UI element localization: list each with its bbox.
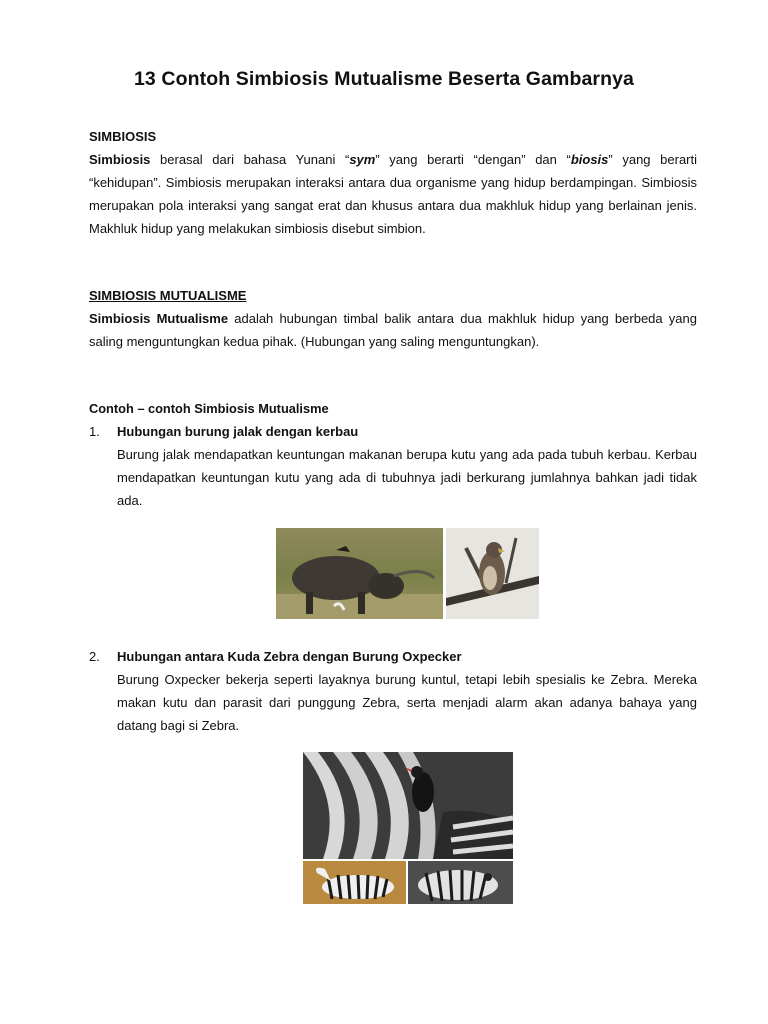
list-number: 2. [89, 649, 100, 664]
bird-photo [446, 528, 539, 619]
term-biosis: biosis [570, 152, 609, 167]
example-text-2: Burung Oxpecker bekerja seperti layaknya burung kuntul, tetapi lebih spesialis ke Zebra. Mereka makan kutu dan parasit dari punggung Zebra, serta menjadi alarm akan adanya bahaya yang datang bagi si Zebra. [117, 672, 697, 733]
text-part: adalah hubungan timbal balik antara dua makhluk hidup yang berbeda yang saling menguntungkan kedua pihak. (Hubungan yang saling menguntungkan). [89, 311, 697, 349]
paragraph-mutualisme [89, 307, 697, 353]
zebra-oxpecker-photo [303, 752, 513, 859]
page-title: 13 Contoh Simbiosis Mutualisme Beserta Gambarnya [133, 68, 635, 90]
text-part: ” yang berarti “kehidupan”. Simbiosis merupakan interaksi antara dua organisme yang hidup berdampingan. Simbiosis merupakan pola interaksi yang sangat erat dan khusus antara dua makhluk hidup yang berlainan jenis. Makhluk hidup yang melakukan simbiosis disebut simbion. [89, 152, 697, 236]
example-text-1: Burung jalak mendapatkan keuntungan makanan berupa kutu yang ada pada tubuh kerbau. Kerbau mendapatkan keuntungan kutu yang ada di tubuhnya jadi berkurang jumlahnya bahkan jadi tidak ada. [117, 447, 697, 508]
zebra-photo-left [303, 861, 406, 904]
section-heading-mutualisme-text: SIMBIOSIS MUTUALISME [89, 288, 247, 303]
section-heading-simbiosis: SIMBIOSIS [89, 129, 157, 144]
section-heading-mutualisme [89, 284, 697, 307]
zebra-photo-right [408, 861, 513, 904]
term-sym: sym [349, 152, 376, 167]
examples-heading: Contoh – contoh Simbiosis Mutualisme [89, 401, 329, 416]
term-simbiosis-mutualisme: Simbiosis Mutualisme [89, 311, 229, 326]
term-simbiosis: Simbiosis [89, 152, 151, 167]
example-title-2: Hubungan antara Kuda Zebra dengan Burung Oxpecker [117, 649, 462, 664]
example-title-1: Hubungan burung jalak dengan kerbau [117, 424, 359, 439]
text-part: ” yang berarti “dengan” dan “ [375, 152, 571, 167]
paragraph-simbiosis [89, 148, 697, 240]
text-part: berasal dari bahasa Yunani “ [150, 152, 350, 167]
buffalo-photo [276, 528, 443, 619]
list-number: 1. [89, 424, 100, 439]
